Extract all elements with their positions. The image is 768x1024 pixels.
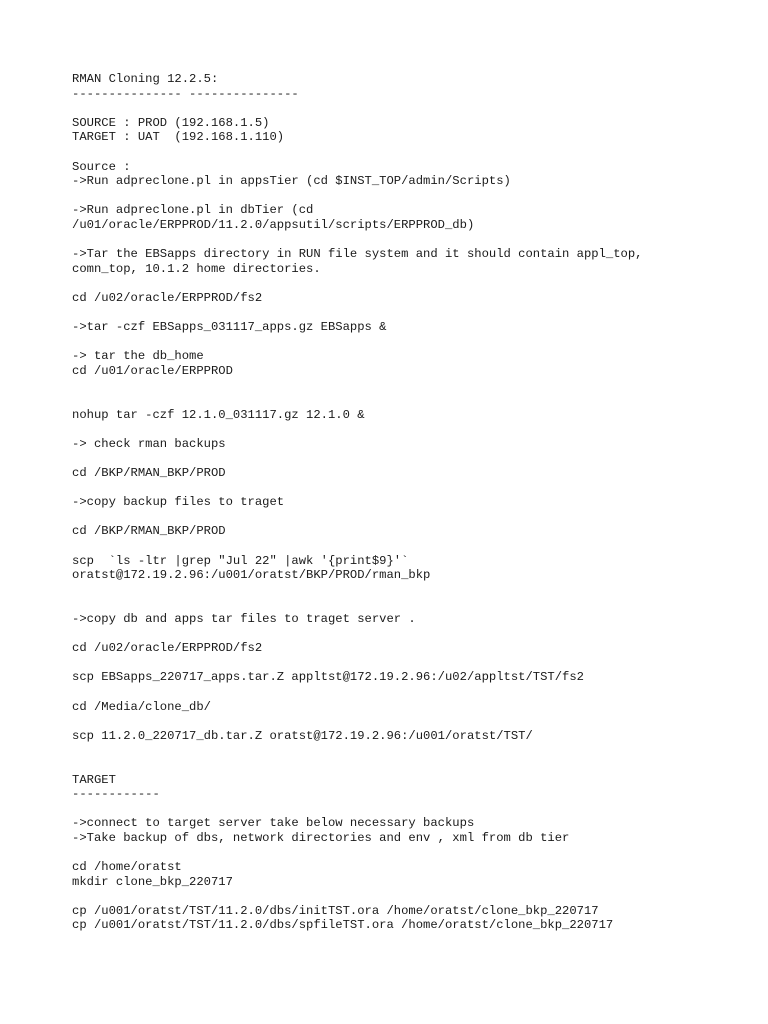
blank-line	[72, 481, 752, 496]
text-line: ->copy backup files to traget	[72, 495, 285, 510]
blank-line	[72, 189, 752, 204]
text-line: oratst@172.19.2.96:/u001/oratst/BKP/PROD/rman_bkp	[72, 568, 431, 583]
text-line: Source :	[72, 159, 131, 174]
blank-line	[72, 758, 752, 773]
text-line: /u01/oracle/ERPPROD/11.2.0/appsutil/scripts/ERPPROD_db)	[72, 217, 475, 232]
text-line: RMAN Cloning 12.2.5:	[72, 72, 219, 86]
text-line: --------------- ---------------	[72, 86, 299, 101]
text-line: cp /u001/oratst/TST/11.2.0/dbs/initTST.ora /home/oratst/clone_bkp_220717	[72, 903, 599, 918]
document-page	[72, 72, 752, 933]
text-line: scp EBSapps_220717_apps.tar.Z appltst@172.19.2.96:/u02/appltst/TST/fs2	[72, 670, 584, 685]
text-line: ->Run adpreclone.pl in dbTier (cd	[72, 203, 314, 218]
blank-line	[72, 539, 752, 554]
text-line: ->connect to target server take below necessary backups	[72, 816, 475, 831]
blank-line	[72, 583, 752, 598]
text-line: cd /u02/oracle/ERPPROD/fs2	[72, 290, 263, 305]
text-line: mkdir clone_bkp_220717	[72, 874, 233, 889]
blank-line	[72, 422, 752, 437]
text-line: ->Tar the EBSapps directory in RUN file system and it should contain appl_top,	[72, 247, 643, 262]
blank-line	[72, 101, 752, 116]
text-line: ->tar -czf EBSapps_031117_apps.gz EBSapps &	[72, 320, 387, 335]
text-line: cd /home/oratst	[72, 860, 182, 875]
text-line: cd /u01/oracle/ERPPROD	[72, 363, 233, 378]
blank-line	[72, 627, 752, 642]
blank-line	[72, 685, 752, 700]
blank-line	[72, 233, 752, 248]
blank-line	[72, 306, 752, 321]
text-line: nohup tar -czf 12.1.0_031117.gz 12.1.0 &	[72, 407, 365, 422]
text-line: TARGET	[72, 772, 116, 787]
blank-line	[72, 145, 752, 160]
text-line: scp `ls -ltr |grep "Jul 22" |awk '{print$9}'`	[72, 553, 409, 568]
blank-line	[72, 656, 752, 671]
text-line: comn_top, 10.1.2 home directories.	[72, 261, 321, 276]
text-line: TARGET : UAT (192.168.1.110)	[72, 130, 285, 145]
text-line: ->copy db and apps tar files to traget server .	[72, 611, 416, 626]
blank-line	[72, 743, 752, 758]
blank-line	[72, 845, 752, 860]
text-line: scp 11.2.0_220717_db.tar.Z oratst@172.19.2.96:/u001/oratst/TST/	[72, 728, 533, 743]
text-line: cd /BKP/RMAN_BKP/PROD	[72, 524, 226, 539]
text-line: cd /u02/oracle/ERPPROD/fs2	[72, 641, 263, 656]
text-line: SOURCE : PROD (192.168.1.5)	[72, 115, 270, 130]
text-line: ------------	[72, 787, 160, 802]
text-line: -> tar the db_home	[72, 349, 204, 364]
blank-line	[72, 451, 752, 466]
text-line: cp /u001/oratst/TST/11.2.0/dbs/spfileTST.ora /home/oratst/clone_bkp_220717	[72, 918, 614, 933]
blank-line	[72, 378, 752, 393]
blank-line	[72, 597, 752, 612]
text-line: cd /Media/clone_db/	[72, 699, 211, 714]
blank-line	[72, 714, 752, 729]
text-line: -> check rman backups	[72, 436, 226, 451]
blank-line	[72, 802, 752, 817]
text-line: cd /BKP/RMAN_BKP/PROD	[72, 466, 226, 481]
blank-line	[72, 393, 752, 408]
text-line: ->Take backup of dbs, network directories and env , xml from db tier	[72, 830, 570, 845]
blank-line	[72, 510, 752, 525]
blank-line	[72, 335, 752, 350]
blank-line	[72, 276, 752, 291]
text-line: ->Run adpreclone.pl in appsTier (cd $INST_TOP/admin/Scripts)	[72, 174, 511, 189]
blank-line	[72, 889, 752, 904]
